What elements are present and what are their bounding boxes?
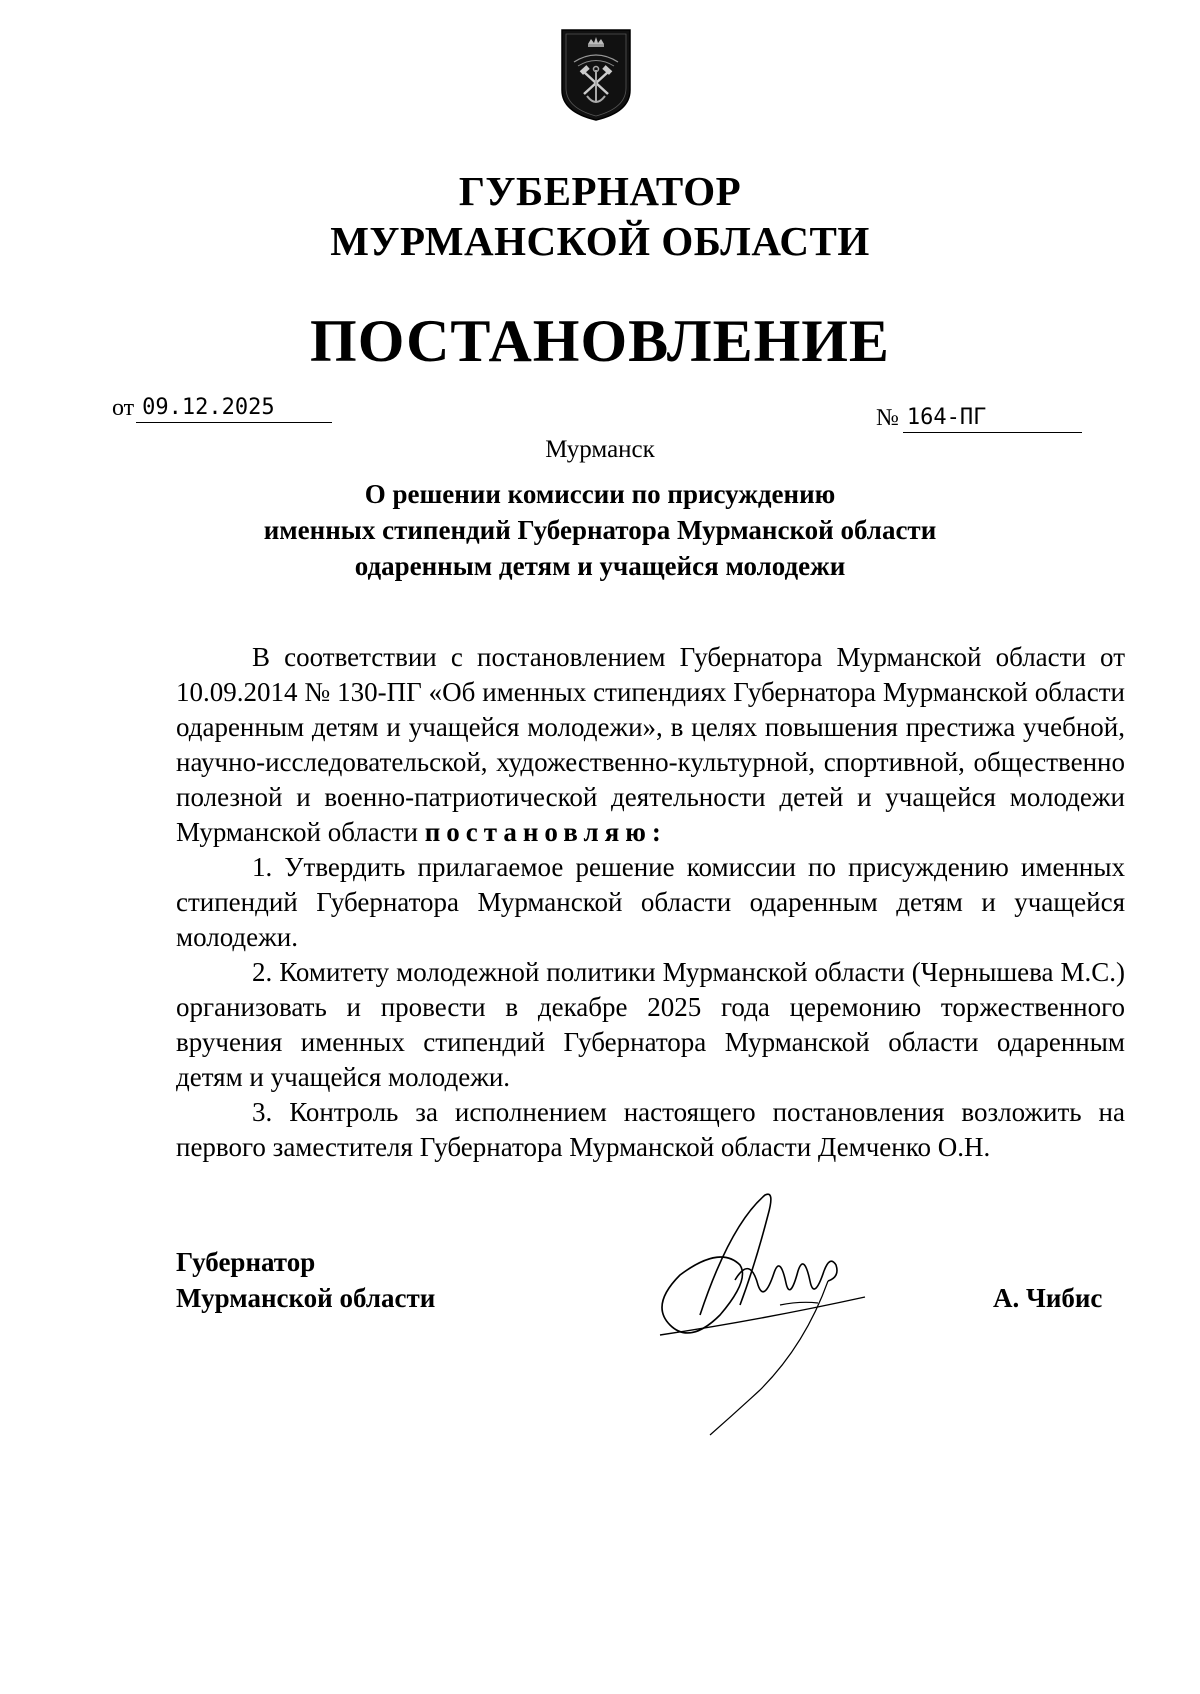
document-number: 164-ПГ <box>903 404 1082 433</box>
number-prefix: № <box>876 405 899 431</box>
signatory-title-line-1: Губернатор <box>176 1247 316 1277</box>
item-1: 1. Утвердить прилагаемое решение комиссии по присуждению именных стипендий Губернатора Мурманской области одаренным детям и учащейся молодежи. <box>176 852 1125 952</box>
decree-word: постановляю: <box>424 817 667 847</box>
document-body <box>176 640 1125 1165</box>
authority-line-1: ГУБЕРНАТОР <box>458 168 742 214</box>
document-city: Мурманск <box>545 436 655 463</box>
handwritten-signature-icon <box>640 1185 940 1445</box>
number-line <box>876 403 1082 433</box>
authority-line-2: МУРМАНСКОЙ ОБЛАСТИ <box>330 218 870 264</box>
document-date: 09.12.2025 <box>136 394 332 423</box>
date-line <box>112 393 332 423</box>
document-type: ПОСТАНОВЛЕНИЕ <box>310 308 890 374</box>
subject-line-1: О решении комиссии по присуждению <box>364 479 836 509</box>
signatory-title <box>176 1244 435 1316</box>
subject-line-3: одаренным детям и учащейся молодежи <box>354 551 846 581</box>
authority-title <box>0 166 1200 266</box>
preamble-paragraph <box>176 640 1125 850</box>
item-3: 3. Контроль за исполнением настоящего постановления возложить на первого заместителя Губернатора Мурманской области Демченко О.Н. <box>176 1097 1125 1162</box>
preamble-text: В соответствии с постановлением Губернатора Мурманской области от 10.09.2014 № 130-ПГ «Об именных стипендиях Губернатора Мурманской области одаренным детям и учащейся молодежи», в целях повышения престижа учебной, научно-исследовательской, художественно-культурной, спортивной, общественно полезной и военно-патриотической деятельности детей и учащейся молодежи Мурманской области <box>176 642 1125 847</box>
coat-of-arms-icon <box>560 28 632 122</box>
document-subject <box>150 476 1050 584</box>
subject-line-2: именных стипендий Губернатора Мурманской области <box>263 515 937 545</box>
signatory-name: А. Чибис <box>993 1283 1103 1313</box>
date-prefix: от <box>112 395 135 421</box>
item-2: 2. Комитету молодежной политики Мурманской области (Чернышева М.С.) организовать и провести в декабре 2025 года церемонию торжественного вручения именных стипендий Губернатора Мурманской области одаренным детям и учащейся молодежи. <box>176 957 1125 1092</box>
signatory-title-line-2: Мурманской области <box>176 1283 436 1313</box>
